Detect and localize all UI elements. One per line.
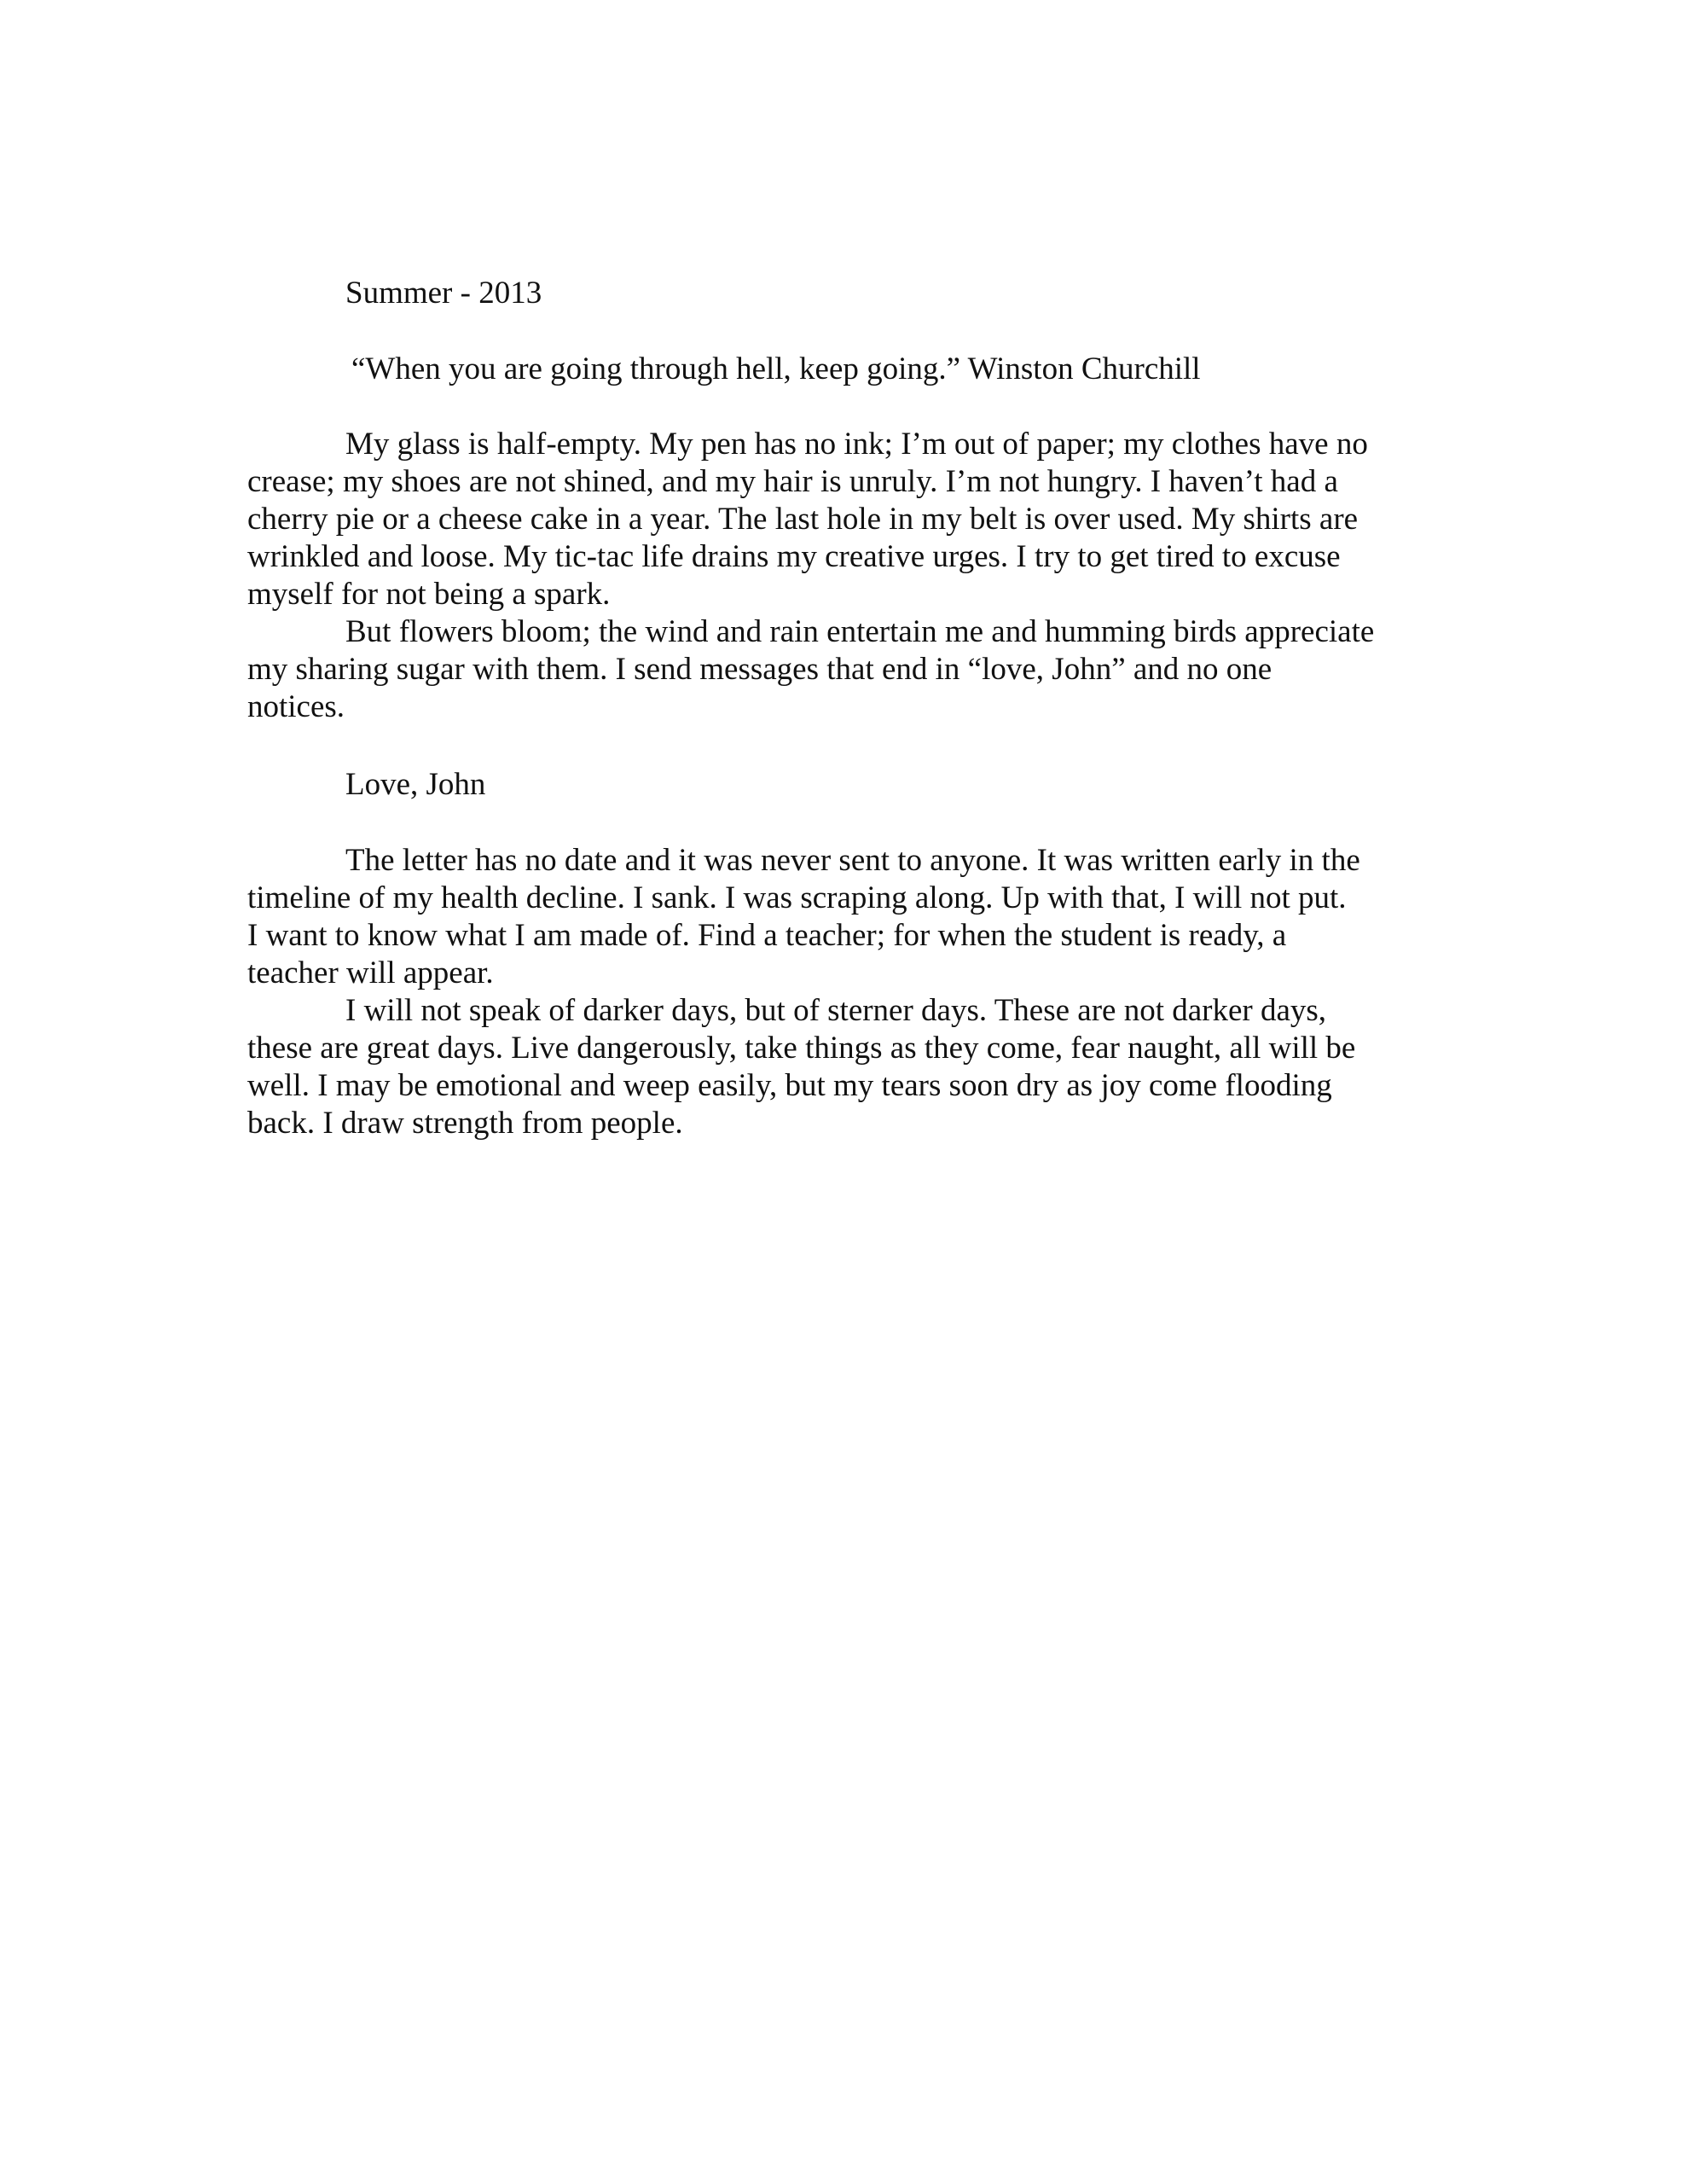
epigraph-quote: “When you are going through hell, keep going.” Winston Churchill <box>351 351 1201 386</box>
reflection-paragraph: I will not speak of darker days, but of sterner days. These are not darker days, these are great days. Live dangerously, take things as they come, fear naught, all will be well. I may be emotional and weep easily, but my tears soon dry as joy come flooding back. I draw strength from people. <box>247 993 1356 1141</box>
reflection-paragraph: The letter has no date and it was never sent to anyone. It was written early in the timeline of my health decline. I sank. I was scraping along. Up with that, I will not put. I want to know what I am made of. Find a teacher; for when the student is ready, a teacher will appear. <box>247 843 1360 990</box>
letter-paragraph: My glass is half-empty. My pen has no ink; I’m out of paper; my clothes have no crease; my shoes are not shined, and my hair is unruly. I’m not hungry. I haven’t had a cherry pie or a cheese cake in a year. The last hole in my belt is over used. My shirts are wrinkled and loose. My tic-tac life drains my creative urges. I try to get tired to excuse myself for not being a spark. <box>247 427 1368 612</box>
letter-paragraph: But flowers bloom; the wind and rain entertain me and humming birds appreciate my sharing sugar with them. I send messages that end in “love, John” and no one notices. <box>247 614 1375 724</box>
date-heading: Summer - 2013 <box>345 276 542 311</box>
letter-body <box>247 426 1441 726</box>
letter-signature: Love, John <box>345 767 486 802</box>
reflection-body <box>247 842 1441 1142</box>
